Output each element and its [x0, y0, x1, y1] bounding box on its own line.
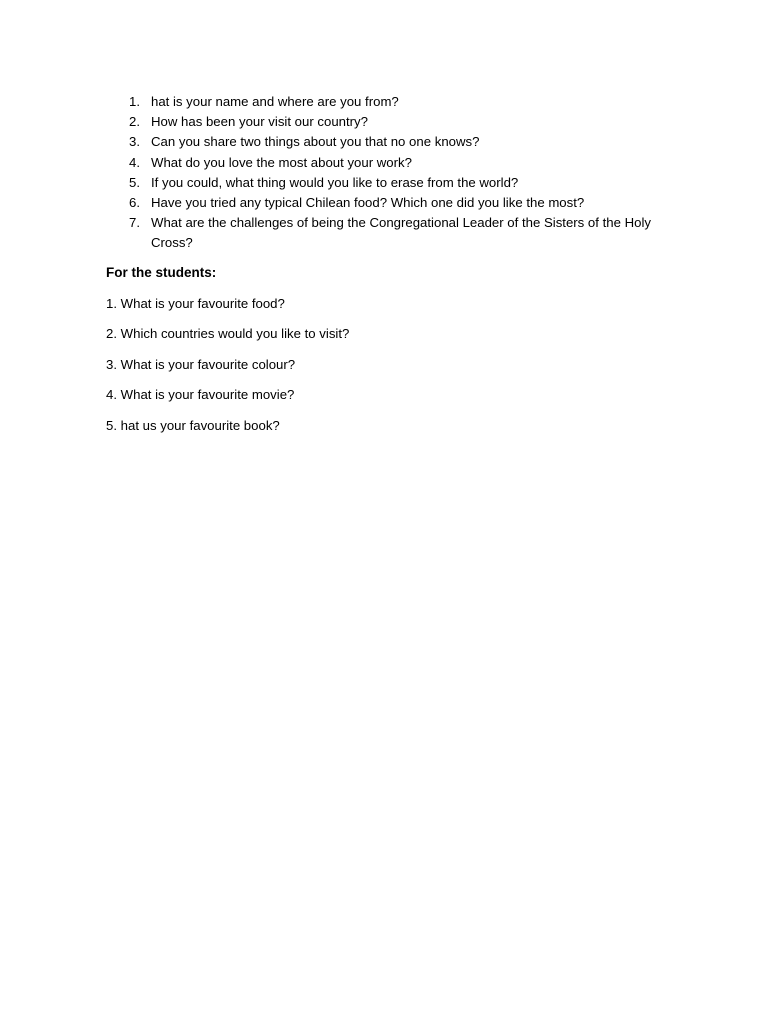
list-item-text: Can you share two things about you that no one knows? — [151, 134, 480, 150]
list-item-number: 3. — [129, 134, 140, 150]
interview-question-list — [125, 92, 655, 254]
list-item-number: 6. — [129, 195, 140, 211]
list-item-text: What are the challenges of being the Congregational Leader of the Sisters of the Holy Cross? — [151, 215, 651, 251]
list-item — [125, 213, 655, 253]
list-item-number: 5. — [129, 174, 140, 190]
list-item-number: 4. — [129, 154, 140, 170]
student-question: 2. Which countries would you like to visit? — [106, 326, 350, 341]
list-item-text: Have you tried any typical Chilean food? Which one did you like the most? — [151, 195, 585, 211]
student-question: 1. What is your favourite food? — [106, 296, 285, 311]
list-item-number: 2. — [129, 114, 140, 130]
student-question: 5. hat us your favourite book? — [106, 418, 280, 433]
list-item — [125, 193, 655, 213]
list-item-text: hat is your name and where are you from? — [151, 94, 399, 109]
list-item-text: How has been your visit our country? — [151, 114, 368, 130]
student-question: 4. What is your favourite movie? — [106, 387, 295, 402]
list-item — [125, 112, 655, 132]
list-item — [125, 173, 655, 193]
list-item-text: What do you love the most about your work? — [151, 154, 412, 170]
student-question: 3. What is your favourite colour? — [106, 357, 296, 372]
list-item-text: If you could, what thing would you like to erase from the world? — [151, 174, 519, 190]
students-section-heading: For the students: — [106, 265, 217, 280]
list-item — [125, 132, 655, 152]
list-item-number: 7. — [129, 215, 140, 231]
list-item-number: 1. — [129, 94, 140, 109]
list-item — [125, 153, 655, 173]
list-item — [125, 92, 655, 112]
